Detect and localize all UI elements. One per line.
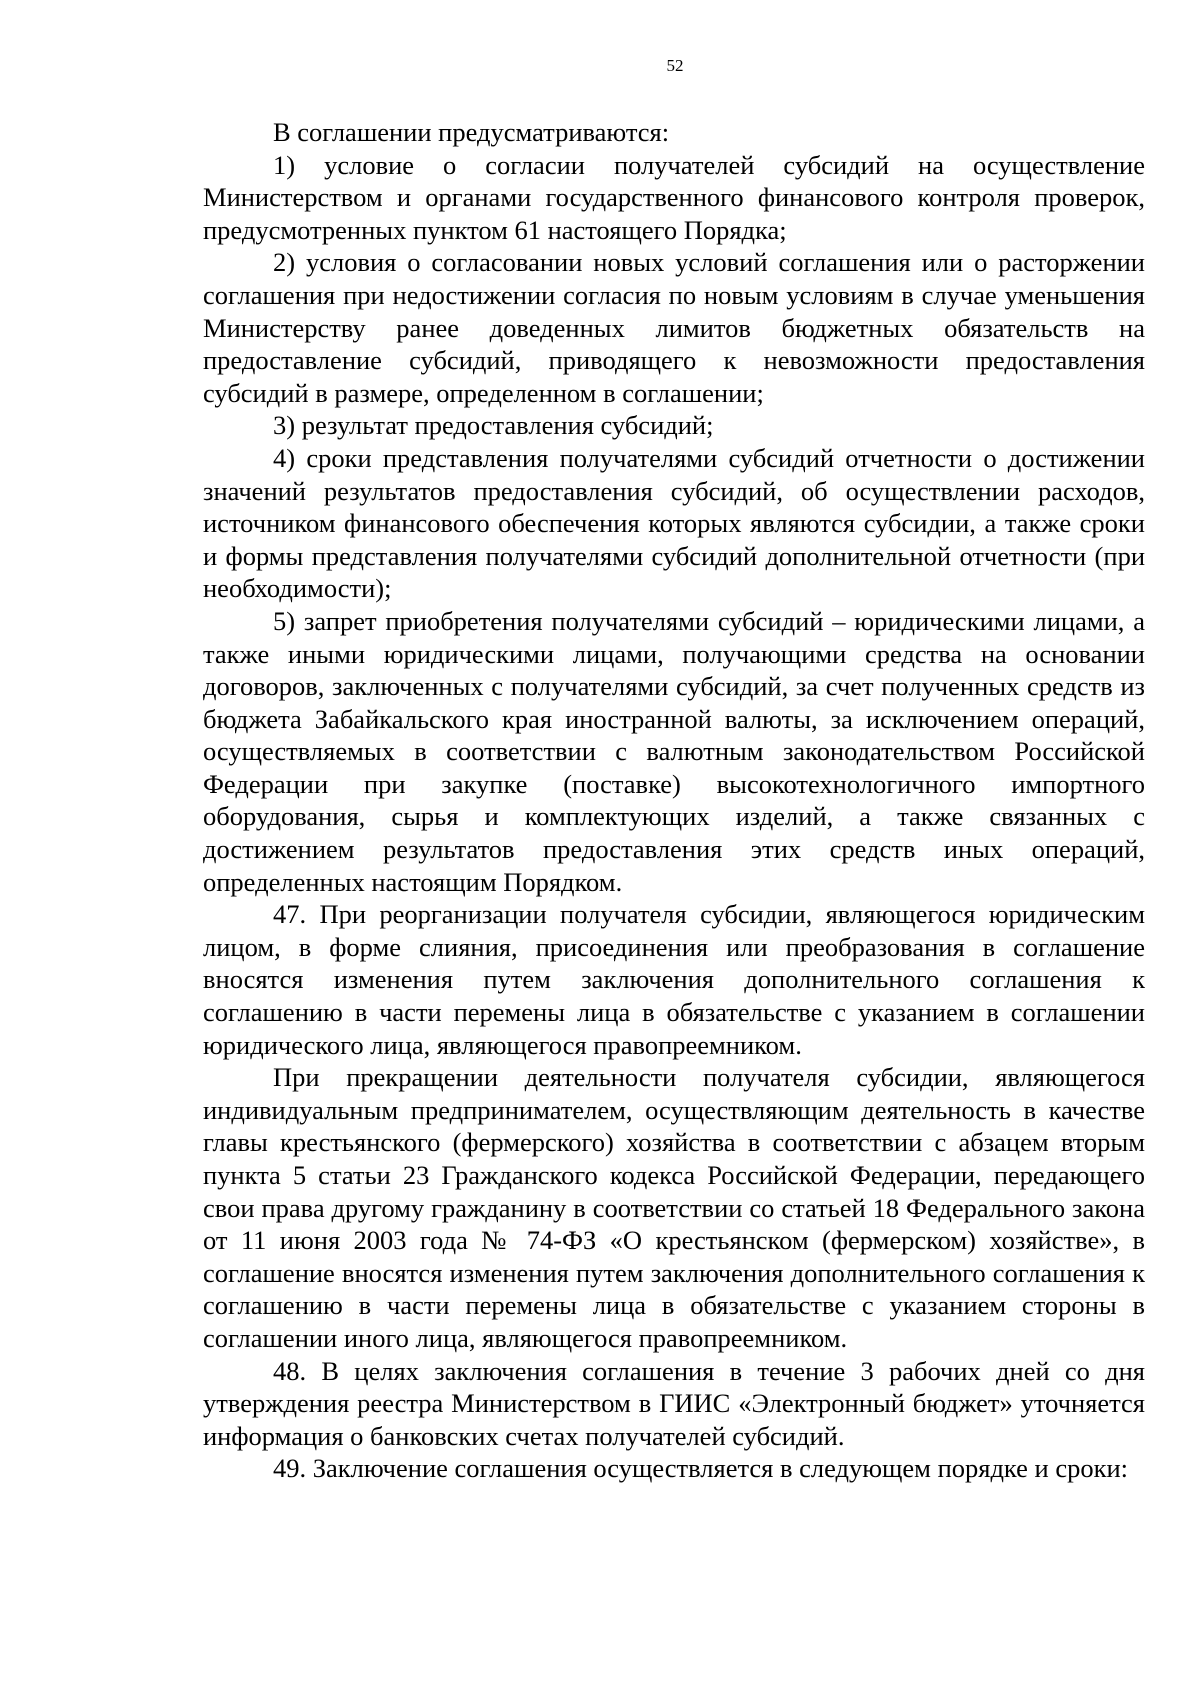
page-number: 52 xyxy=(666,56,684,75)
paragraph-47-reorganization: 47. При реорганизации получателя субсидии, являющегося юридическим лицом, в форме слияния, присоединения или преобразования в соглашение вносятся изменения путем заключения дополнительного соглашения к соглашению в части перемены лица в обязательстве с указанием в соглашении юридического лица, являющегося правопреемником. xyxy=(203,899,1145,1060)
document-body xyxy=(203,116,1145,1485)
paragraph-item-1-consent-to-inspections: 1) условие о согласии получателей субсидий на осуществление Министерством и органами государственного финансового контроля проверок, предусмотренных пунктом 61 настоящего Порядка; xyxy=(203,149,1145,245)
paragraph-49-conclusion-procedure: 49. Заключение соглашения осуществляется в следующем порядке и сроки: xyxy=(273,1453,1129,1484)
paragraph-item-2-new-conditions: 2) условия о согласовании новых условий соглашения или о расторжении соглашения при недостижении согласия по новым условиям в случае уменьшения Министерству ранее доведенных лимитов бюджетных обязательств на предоставление субсидий, приводящего к невозможности предоставления субсидий в размере, определенном в соглашении; xyxy=(203,247,1145,408)
paragraph-agreement-provisions-intro: В соглашении предусматриваются: xyxy=(273,117,670,147)
paragraph-farm-head-termination: При прекращении деятельности получателя субсидии, являющегося индивидуальным предпринимателем, осуществляющим деятельность в качестве главы крестьянского (фермерского) хозяйства в соответствии с абзацем вторым пункта 5 статьи 23 Гражданского кодекса Российской Федерации, передающего свои права другому гражданину в соответствии со статьей 18 Федерального закона от 11 июня 2003 года № 74-ФЗ «О крестьянском (фермерском) хозяйстве», в соглашение вносятся изменения путем заключения дополнительного соглашения к соглашению в части перемены лица в обязательстве с указанием стороны в соглашении иного лица, являющегося правопреемником. xyxy=(203,1062,1145,1353)
paragraph-item-3-result: 3) результат предоставления субсидий; xyxy=(273,410,714,441)
paragraph-item-4-reporting-deadlines: 4) сроки представления получателями субсидий отчетности о достижении значений результатов предоставления субсидий, об осуществлении расходов, источником финансового обеспечения которых являются субсидии, а также сроки и формы представления получателями субсидий дополнительной отчетности (при необходимости); xyxy=(203,442,1145,604)
paragraph-48-bank-accounts: 48. В целях заключения соглашения в течение 3 рабочих дней со дня утверждения реестра Министерством в ГИИС «Электронный бюджет» уточняется информация о банковских счетах получателей субсидий. xyxy=(203,1355,1145,1451)
paragraph-item-5-currency-prohibition: 5) запрет приобретения получателями субсидий – юридическими лицами, а также иными юридическими лицами, получающими средства на основании договоров, заключенных с получателями субсидий, за счет полученных средств из бюджета Забайкальского края иностранной валюты, за исключением операций, осуществляемых в соответствии с валютным законодательством Российской Федерации при закупке (поставке) высокотехнологичного импортного оборудования, сырья и комплектующих изделий, а также связанных с достижением результатов предоставления этих средств иных операций, определенных настоящим Порядком. xyxy=(203,605,1145,897)
